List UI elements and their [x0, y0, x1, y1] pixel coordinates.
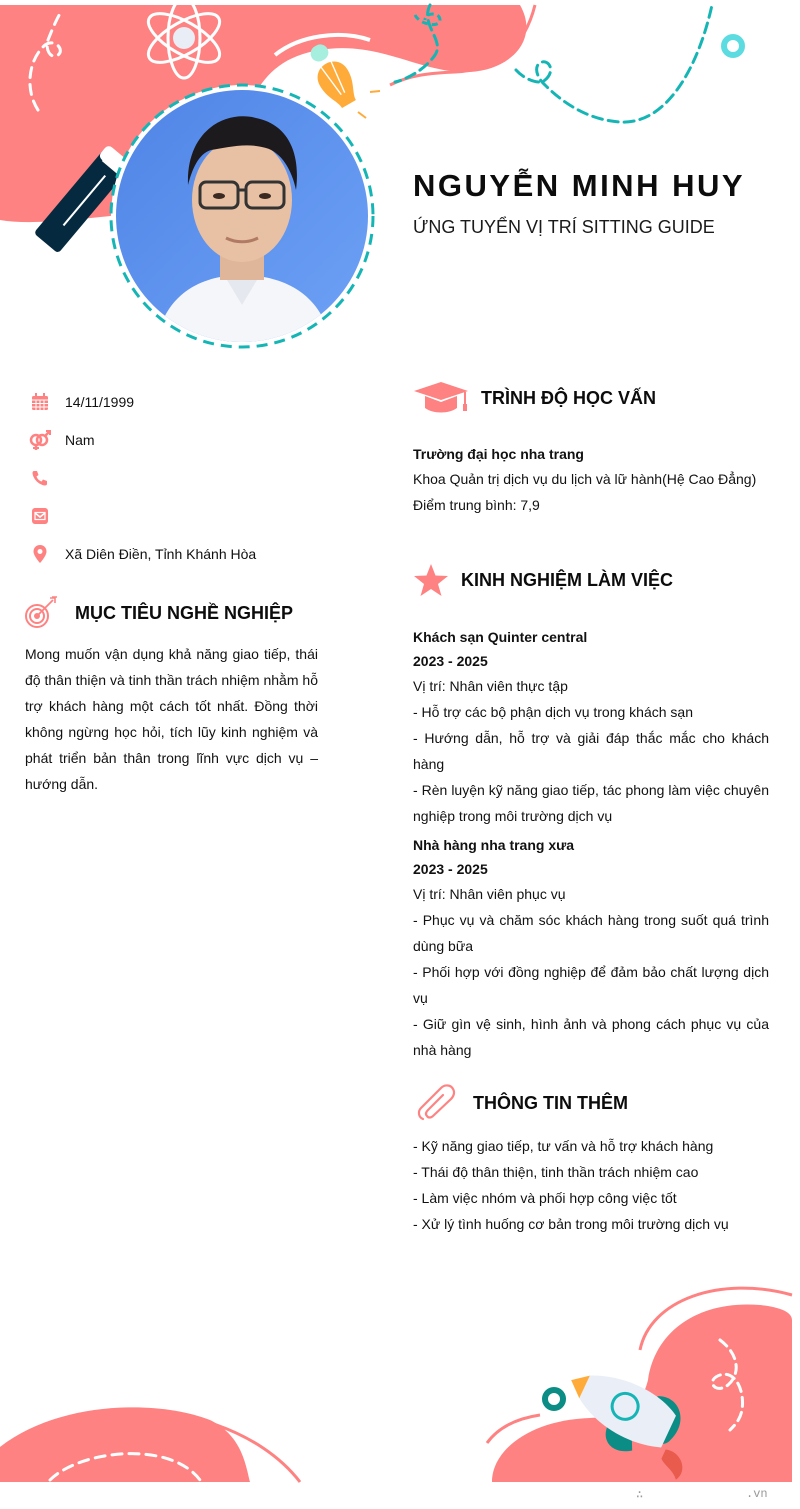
education-heading — [413, 380, 656, 416]
job-period: 2023 - 2025 — [413, 861, 488, 877]
company-name: Khách sạn Quinter central — [413, 629, 588, 645]
additional-title: THÔNG TIN THÊM — [473, 1092, 628, 1113]
address-text: Xã Diên Điền, Tỉnh Khánh Hòa — [65, 546, 257, 562]
job-duty: - Hỗ trợ các bộ phận dịch vụ trong khách sạn — [413, 704, 693, 720]
additional-list — [413, 1133, 769, 1237]
list-item: - Xử lý tình huống cơ bản trong môi trường dịch vụ — [413, 1216, 729, 1232]
job-duty: - Phục vụ và chăm sóc khách hàng trong suốt quá trình dùng bữa — [413, 912, 769, 954]
contact-info — [28, 383, 348, 573]
school-name: Trường đại học nha trang — [413, 446, 584, 462]
job-entry — [413, 833, 769, 1063]
target-icon — [24, 596, 58, 630]
location-icon — [28, 542, 52, 566]
company-name: Nhà hàng nha trang xưa — [413, 837, 575, 853]
job-position: Vị trí: Nhân viên phục vụ — [413, 886, 566, 902]
avatar — [116, 90, 368, 342]
star-icon — [413, 563, 449, 597]
gender-icon — [28, 428, 52, 452]
gpa: Điểm trung bình: 7,9 — [413, 497, 540, 513]
job-position: Vị trí: Nhân viên thực tập — [413, 678, 568, 694]
graduation-cap-icon — [413, 380, 469, 416]
email-icon — [28, 504, 52, 528]
phone-icon — [28, 466, 52, 490]
footer-mark-left: ∴ — [636, 1488, 644, 1502]
list-item: - Làm việc nhóm và phối hợp công việc tốt — [413, 1190, 677, 1206]
job-duty: - Giữ gìn vệ sinh, hình ảnh và phong cách phục vụ của nhà hàng — [413, 1016, 769, 1058]
gender-text: Nam — [65, 432, 95, 448]
contact-birthdate — [28, 383, 348, 421]
job-duty: - Hướng dẫn, hỗ trợ và giải đáp thắc mắc cho khách hàng — [413, 730, 769, 772]
additional-heading — [415, 1083, 628, 1123]
experience-heading — [413, 563, 673, 597]
contact-email — [28, 497, 348, 535]
profile-photo — [116, 90, 368, 342]
list-item: - Thái độ thân thiện, tinh thần trách nhiệm cao — [413, 1164, 699, 1180]
education-entry — [413, 442, 769, 518]
objective-title: MỤC TIÊU NGHỀ NGHIỆP — [75, 602, 294, 623]
objective-heading — [24, 596, 293, 630]
list-item: - Kỹ năng giao tiếp, tư vấn và hỗ trợ khách hàng — [413, 1138, 714, 1154]
contact-gender — [28, 421, 348, 459]
job-entry — [413, 625, 769, 829]
experience-title: KINH NGHIỆM LÀM VIỆC — [461, 569, 674, 590]
birthdate-text: 14/11/1999 — [65, 394, 135, 410]
job-duty: - Phối hợp với đồng nghiệp để đảm bảo chất lượng dịch vụ — [413, 964, 769, 1006]
job-duty: - Rèn luyện kỹ năng giao tiếp, tác phong làm việc chuyên nghiệp trong môi trường dịch vụ — [413, 782, 769, 824]
job-period: 2023 - 2025 — [413, 653, 488, 669]
education-title: TRÌNH ĐỘ HỌC VẤN — [481, 387, 656, 408]
objective-text: Mong muốn vận dụng khả năng giao tiếp, thái độ thân thiện và tinh thần trách nhiệm nhằm hỗ trợ khách hàng một cách tốt nhất. Đồng thời không ngừng học hỏi, tích lũy kinh nghiệm và phát triển bản thân trong lĩnh vực dịch vụ – hướng dẫn. — [25, 646, 318, 792]
paperclip-icon — [415, 1083, 459, 1123]
applied-position: ỨNG TUYỂN VỊ TRÍ SITTING GUIDE — [413, 217, 715, 237]
contact-phone — [28, 459, 348, 497]
calendar-icon — [28, 390, 52, 414]
footer-mark-right: .vn — [746, 1487, 768, 1501]
major: Khoa Quản trị dịch vụ du lịch và lữ hành(Hệ Cao Đẳng) — [413, 471, 757, 487]
contact-address — [28, 535, 348, 573]
candidate-name: NGUYỄN MINH HUY — [413, 168, 746, 203]
